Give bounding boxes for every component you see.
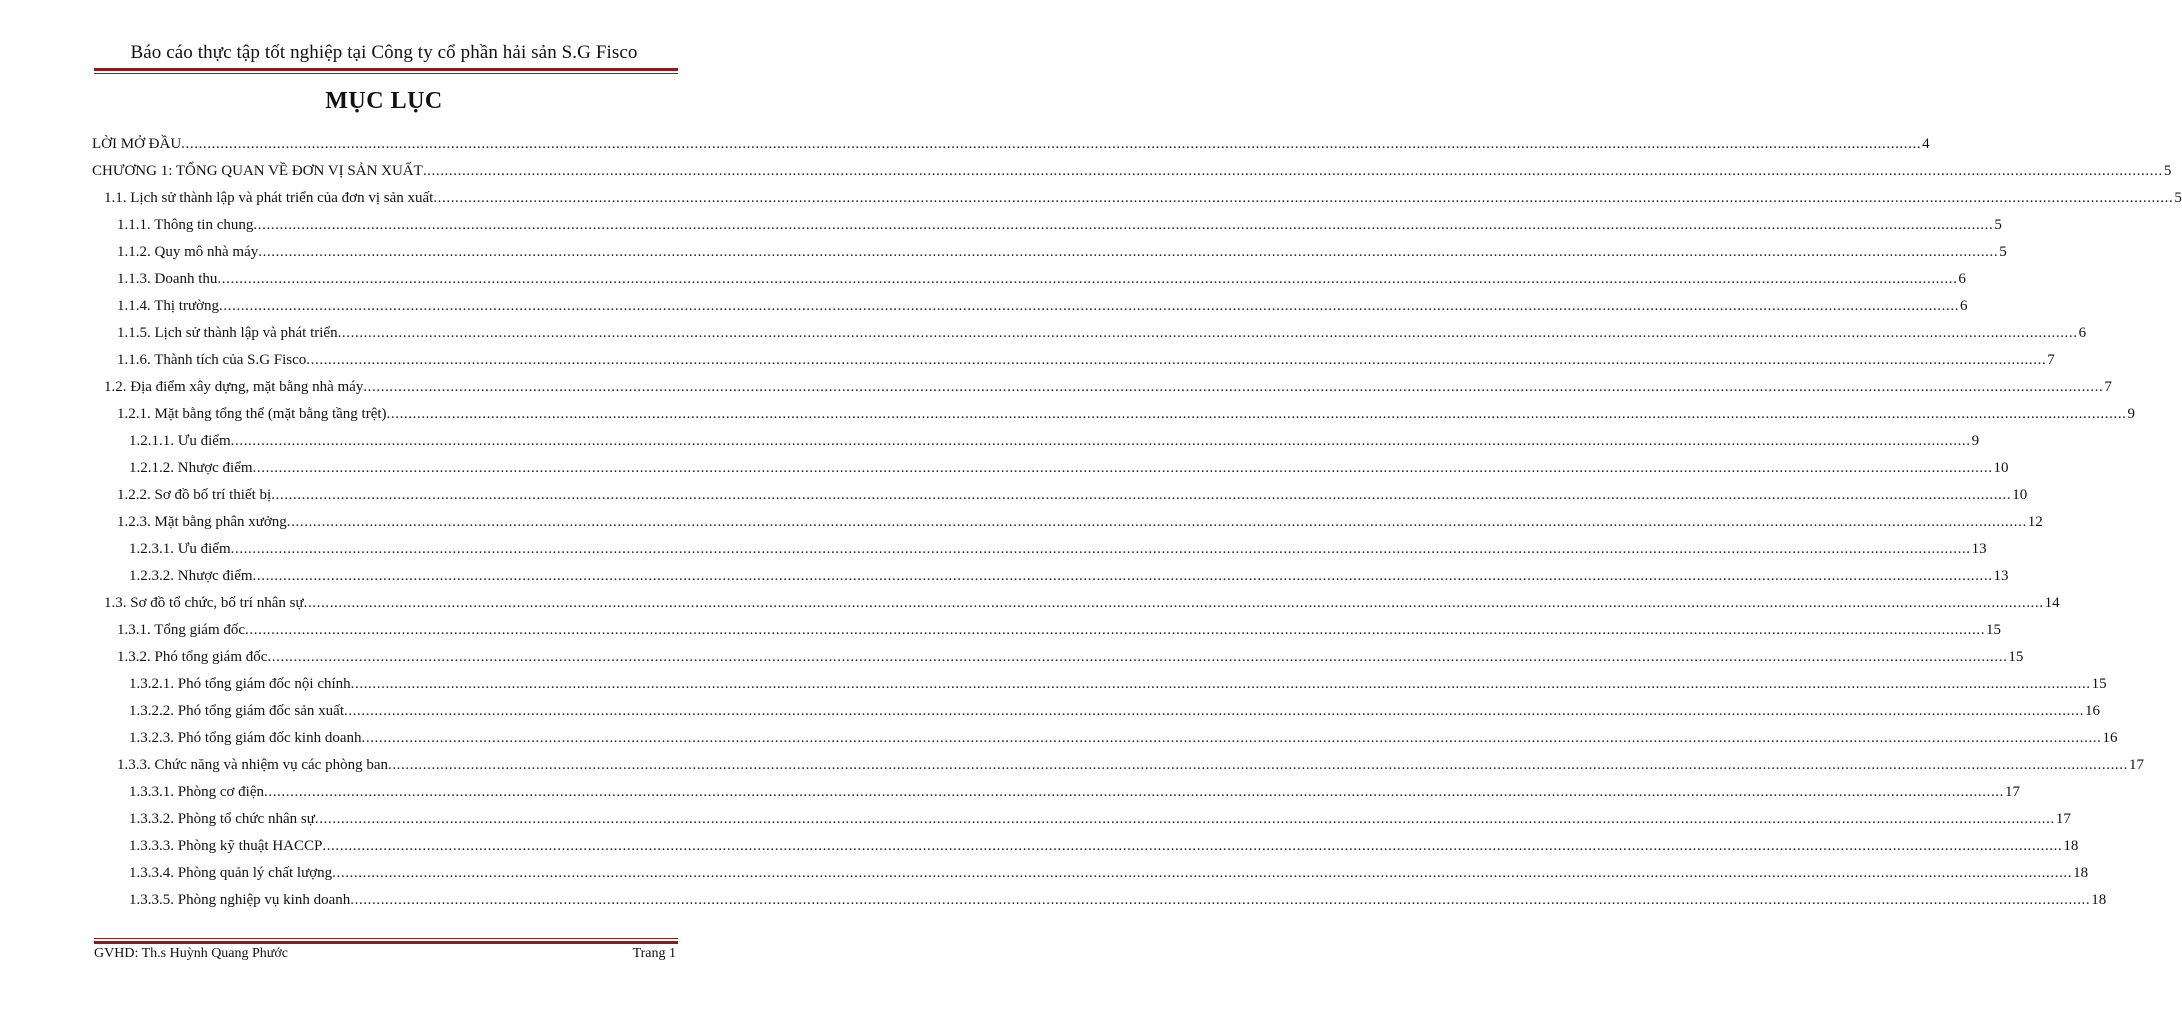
toc-dot-leader: ................................................................................................................................................................................................................................................................................................................................................................................................................ (350, 892, 2091, 908)
toc-entry[interactable] (92, 207, 2002, 234)
toc-entry[interactable] (92, 882, 2107, 909)
toc-entry[interactable] (92, 288, 1968, 315)
toc-entry-label: 1.1.2. Quy mô nhà máy (117, 244, 259, 260)
toc-entry-page: 18 (2063, 838, 2079, 854)
toc-entry-page: 4 (1922, 136, 1930, 152)
toc-dot-leader: ................................................................................................................................................................................................................................................................................................................................................................................................................ (387, 757, 2128, 773)
toc-entry[interactable] (92, 720, 2118, 747)
toc-entry[interactable] (92, 261, 1966, 288)
toc-entry-page: 5 (2174, 190, 2182, 206)
toc-dot-leader: ................................................................................................................................................................................................................................................................................................................................................................................................................ (252, 568, 1993, 584)
toc-dot-leader: ................................................................................................................................................................................................................................................................................................................................................................................................................ (271, 487, 2012, 503)
toc-entry[interactable] (92, 342, 2055, 369)
toc-entry[interactable] (92, 369, 2112, 396)
document-title: MỤC LỤC (325, 88, 443, 114)
toc-entry-page: 18 (2091, 892, 2107, 908)
toc-dot-leader: ................................................................................................................................................................................................................................................................................................................................................................................................................ (343, 703, 2084, 719)
toc-entry[interactable] (92, 504, 2043, 531)
toc-dot-leader: ................................................................................................................................................................................................................................................................................................................................................................................................................ (253, 217, 1994, 233)
toc-entry[interactable] (92, 234, 2007, 261)
toc-entry[interactable] (92, 531, 1987, 558)
toc-entry[interactable] (92, 828, 2079, 855)
toc-entry[interactable] (92, 612, 2002, 639)
toc-entry-label: 1.2.3.2. Nhược điểm (129, 568, 253, 584)
toc-entry-label: 1.2. Địa điểm xây dựng, mặt bằng nhà máy (104, 379, 364, 395)
toc-entry-label: 1.3.3. Chức năng và nhiệm vụ các phòng ban (117, 757, 388, 773)
toc-entry-page: 12 (2027, 514, 2043, 530)
toc-entry-page: 17 (2128, 757, 2144, 773)
toc-entry-page: 5 (1999, 244, 2007, 260)
toc-entry-label: 1.1.4. Thị trường (117, 298, 220, 314)
toc-entry-label: 1.2.3.1. Ưu điểm (129, 541, 231, 557)
toc-entry-label: 1.3.2.1. Phó tổng giám đốc nội chính (129, 676, 351, 692)
toc-entry-page: 15 (1986, 622, 2002, 638)
toc-entry-page: 6 (2078, 325, 2087, 341)
toc-entry[interactable] (92, 666, 2107, 693)
toc-entry[interactable] (92, 639, 2024, 666)
toc-entry-page: 5 (2163, 163, 2172, 179)
toc-entry[interactable] (92, 774, 2021, 801)
toc-entry[interactable] (92, 855, 2089, 882)
toc-entry-label: 1.3.1. Tổng giám đốc (117, 622, 246, 638)
toc-dot-leader: ................................................................................................................................................................................................................................................................................................................................................................................................................ (422, 163, 2163, 179)
toc-entry-label: 1.2.3. Mặt bằng phân xưởng (117, 514, 287, 530)
toc-entry-label: 1.1.5. Lịch sử thành lập và phát triển (117, 325, 338, 341)
toc-dot-leader: ................................................................................................................................................................................................................................................................................................................................................................................................................ (219, 298, 1960, 314)
toc-entry[interactable] (92, 801, 2071, 828)
toc-entry-page: 15 (2008, 649, 2024, 665)
toc-entry-page: 15 (2091, 676, 2107, 692)
toc-dot-leader: ................................................................................................................................................................................................................................................................................................................................................................................................................ (433, 190, 2174, 206)
toc-dot-leader: ................................................................................................................................................................................................................................................................................................................................................................................................................ (350, 676, 2091, 692)
toc-dot-leader: ................................................................................................................................................................................................................................................................................................................................................................................................................ (332, 865, 2073, 881)
header-divider (94, 68, 678, 74)
toc-dot-leader: ................................................................................................................................................................................................................................................................................................................................................................................................................ (337, 325, 2078, 341)
toc-entry-page: 9 (1971, 433, 1980, 449)
toc-entry-page: 6 (1958, 271, 1966, 287)
toc-entry[interactable] (92, 477, 2028, 504)
toc-entry-label: LỜI MỞ ĐẦU (92, 136, 182, 152)
page-header-title: Báo cáo thực tập tốt nghiệp tại Công ty cổ phần hải sản S.G Fisco (130, 42, 638, 63)
toc-entry-page: 6 (1960, 298, 1968, 314)
toc-dot-leader: ................................................................................................................................................................................................................................................................................................................................................................................................................ (217, 271, 1958, 287)
toc-entry-page: 10 (1993, 460, 2009, 476)
toc-dot-leader: ................................................................................................................................................................................................................................................................................................................................................................................................................ (303, 595, 2044, 611)
toc-entry-page: 7 (2104, 379, 2112, 395)
toc-entry-label: 1.2.2. Sơ đồ bố trí thiết bị (117, 487, 272, 503)
toc-entry-label: 1.3.3.4. Phòng quản lý chất lượng (129, 865, 333, 881)
toc-entry-label: 1.1.1. Thông tin chung (117, 217, 254, 233)
toc-entry[interactable] (92, 180, 2182, 207)
toc-entry-label: 1.3. Sơ đồ tổ chức, bố trí nhân sự (104, 595, 304, 611)
toc-entry[interactable] (92, 558, 2009, 585)
toc-entry-label: 1.1. Lịch sử thành lập và phát triển của đơn vị sản xuất (104, 190, 434, 206)
toc-dot-leader: ................................................................................................................................................................................................................................................................................................................................................................................................................ (230, 433, 1971, 449)
toc-entry-page: 9 (2127, 406, 2136, 422)
toc-entry[interactable] (92, 693, 2100, 720)
toc-entry[interactable] (92, 153, 2172, 180)
toc-dot-leader: ................................................................................................................................................................................................................................................................................................................................................................................................................ (361, 730, 2102, 746)
toc-dot-leader: ................................................................................................................................................................................................................................................................................................................................................................................................................ (245, 622, 1986, 638)
toc-entry[interactable] (92, 126, 1930, 153)
toc-entry-page: 13 (1971, 541, 1987, 557)
toc-entry-page: 5 (1994, 217, 2002, 233)
toc-entry[interactable] (92, 747, 2144, 774)
toc-entry-label: 1.3.2.3. Phó tổng giám đốc kinh doanh (129, 730, 362, 746)
toc-entry[interactable] (92, 450, 2009, 477)
toc-entry-label: 1.3.3.3. Phòng kỹ thuật HACCP (129, 838, 323, 854)
toc-dot-leader: ................................................................................................................................................................................................................................................................................................................................................................................................................ (230, 541, 1971, 557)
toc-entry-page: 16 (2102, 730, 2118, 746)
toc-entry-label: 1.3.3.1. Phòng cơ điện (129, 784, 265, 800)
toc-entry-page: 13 (1993, 568, 2009, 584)
toc-dot-leader: ................................................................................................................................................................................................................................................................................................................................................................................................................ (322, 838, 2063, 854)
toc-entry[interactable] (92, 423, 1980, 450)
toc-dot-leader: ................................................................................................................................................................................................................................................................................................................................................................................................................ (252, 460, 1993, 476)
toc-entry-label: 1.2.1. Mặt bằng tổng thể (mặt bằng tầng trệt) (117, 406, 387, 422)
toc-entry-label: 1.2.1.2. Nhược điểm (129, 460, 253, 476)
toc-entry-page: 17 (2055, 811, 2071, 827)
toc-entry[interactable] (92, 315, 2087, 342)
toc-entry-label: CHƯƠNG 1: TỔNG QUAN VỀ ĐƠN VỊ SẢN XUẤT (92, 163, 423, 179)
toc-dot-leader: ................................................................................................................................................................................................................................................................................................................................................................................................................ (363, 379, 2104, 395)
toc-entry[interactable] (92, 396, 2136, 423)
toc-dot-leader: ................................................................................................................................................................................................................................................................................................................................................................................................................ (314, 811, 2055, 827)
toc-entry-page: 10 (2012, 487, 2028, 503)
footer-page-number: Trang 1 (632, 946, 676, 961)
toc-entry-label: 1.3.3.5. Phòng nghiệp vụ kinh doanh (129, 892, 351, 908)
toc-entry-label: 1.3.3.2. Phòng tổ chức nhân sự (129, 811, 315, 827)
toc-dot-leader: ................................................................................................................................................................................................................................................................................................................................................................................................................ (306, 352, 2047, 368)
toc-dot-leader: ................................................................................................................................................................................................................................................................................................................................................................................................................ (258, 244, 1999, 260)
toc-entry-page: 7 (2047, 352, 2055, 368)
toc-entry-label: 1.1.3. Doanh thu (117, 271, 218, 287)
toc-entry[interactable] (92, 585, 2060, 612)
footer-advisor: GVHD: Th.s Huỳnh Quang Phước (94, 946, 289, 961)
toc-dot-leader: ................................................................................................................................................................................................................................................................................................................................................................................................................ (286, 514, 2027, 530)
toc-dot-leader: ................................................................................................................................................................................................................................................................................................................................................................................................................ (264, 784, 2005, 800)
toc-entry-label: 1.1.6. Thành tích của S.G Fisco (117, 352, 307, 368)
toc-entry-page: 14 (2044, 595, 2060, 611)
toc-dot-leader: ................................................................................................................................................................................................................................................................................................................................................................................................................ (386, 406, 2127, 422)
footer-divider (94, 938, 678, 944)
toc-entry-label: 1.3.2.2. Phó tổng giám đốc sản xuất (129, 703, 344, 719)
toc-dot-leader: ................................................................................................................................................................................................................................................................................................................................................................................................................ (267, 649, 2008, 665)
toc-entry-page: 18 (2073, 865, 2089, 881)
toc-entry-page: 16 (2084, 703, 2100, 719)
toc-entry-label: 1.3.2. Phó tổng giám đốc (117, 649, 268, 665)
toc-entry-label: 1.2.1.1. Ưu điểm (129, 433, 231, 449)
toc-entry-page: 17 (2005, 784, 2021, 800)
toc-dot-leader: ................................................................................................................................................................................................................................................................................................................................................................................................................ (181, 136, 1922, 152)
table-of-contents (92, 126, 2182, 909)
